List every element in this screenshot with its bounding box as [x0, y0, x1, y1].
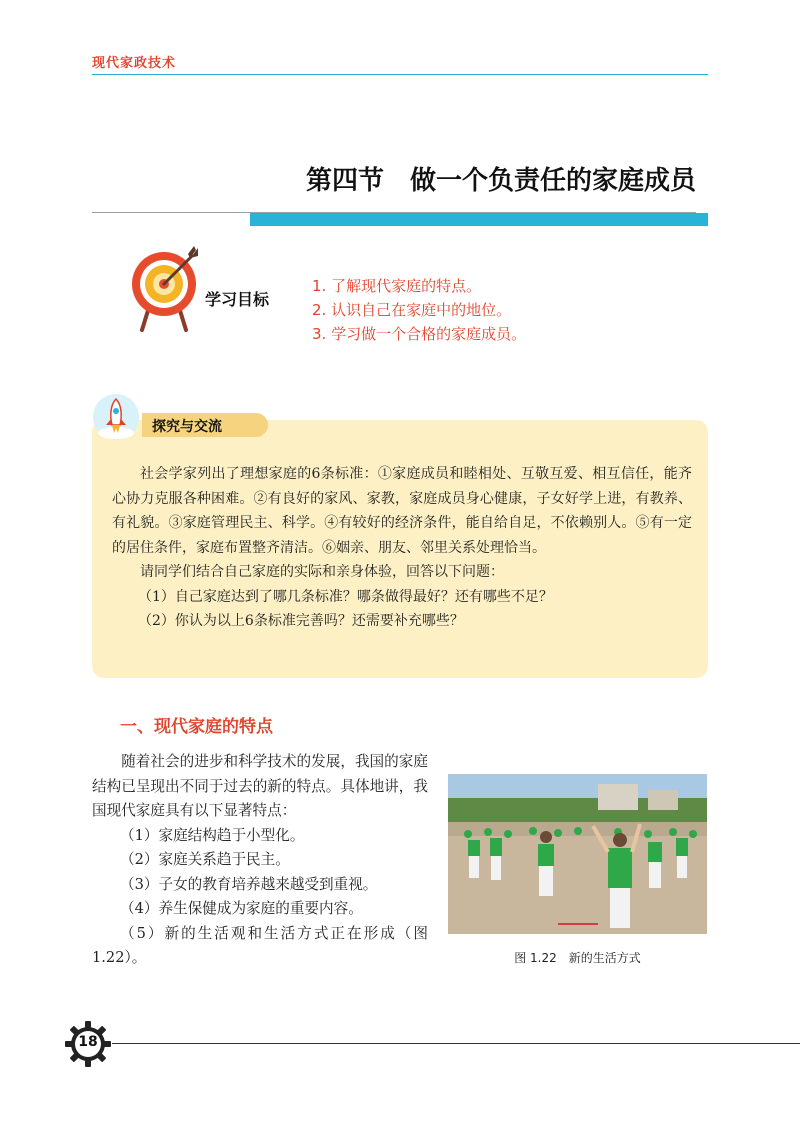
section-title: 第四节 做一个负责任的家庭成员 [305, 166, 696, 196]
body-paragraph: 随着社会的进步和科学技术的发展，我国的家庭结构已呈现出不同于过去的新的特点。具体地讲，我国现代家庭具有以下显著特点： [92, 753, 428, 819]
feature-item: （4）养生保健成为家庭的重要内容。 [120, 900, 363, 917]
figure-caption: 图 1.22 新的生活方式 [514, 951, 641, 965]
header-rule [92, 74, 708, 75]
explore-content [112, 462, 692, 634]
feature-item: （1）家庭结构趋于小型化。 [120, 826, 305, 844]
figure-photo [448, 774, 707, 934]
page-number: 18 [78, 1034, 98, 1050]
feature-item: （2）家庭关系趋于民主。 [120, 851, 290, 868]
explore-label: 探究与交流 [152, 419, 222, 435]
feature-item: （3）子女的教育培养越来越受到重视。 [120, 875, 378, 893]
explore-paragraph: 请同学们结合自己家庭的实际和亲身体验，回答以下问题： [140, 564, 504, 580]
rocket-icon [92, 393, 140, 441]
goal-item: 3. 学习做一个合格的家庭成员。 [312, 325, 527, 343]
goal-item: 1. 了解现代家庭的特点。 [312, 277, 482, 295]
title-accent-bar [250, 213, 708, 226]
goal-item: 2. 认识自己在家庭中的地位。 [312, 301, 512, 319]
feature-item: （5）新的生活观和生活方式正在形成（图1.22）。 [92, 924, 428, 966]
footer-rule [112, 1043, 800, 1044]
target-icon [128, 244, 200, 332]
explore-question: （1）自己家庭达到了哪几条标准？哪条做得最好？还有哪些不足？ [138, 588, 553, 605]
explore-paragraph: 社会学家列出了理想家庭的6条标准：①家庭成员和睦相处、互敬互爱、相互信任，能齐心协力克服各种困难。②有良好的家风、家教，家庭成员身心健康，子女好学上进，有教养、有礼貌。③家庭管理民主、科学。④有较好的经济条件，能自给自足，不依赖别人。⑤有一定的居住条件，家庭布置整齐清洁。⑥姻亲、朋友、邻里关系处理恰当。 [112, 466, 692, 556]
explore-question: （2）你认为以上6条标准完善吗？还需要补充哪些？ [138, 613, 464, 629]
subsection-body [92, 750, 428, 971]
subsection-title: 一、现代家庭的特点 [120, 717, 273, 737]
learning-goals-label: 学习目标 [205, 290, 270, 309]
running-header: 现代家政技术 [92, 56, 177, 71]
